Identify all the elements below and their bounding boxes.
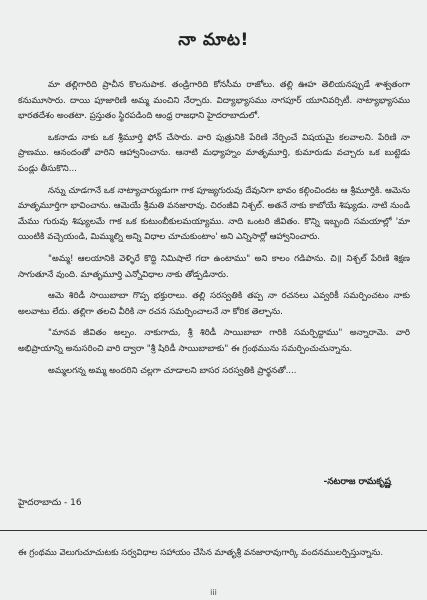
page-number: iii xyxy=(210,588,217,597)
preface-body xyxy=(18,78,410,385)
paragraph-4: "అమ్మ! ఆలయానికి వెళ్ళిరే కొద్ది నిమిషాలే గదా ఉంటాము" అని కాలం గడిపాను. చి॥ నిశ్చల్ పేరిణి శిక్షణ సాగుతూనే వుంది. మాతృమూర్తి ఎన్నోవిధాల నాకు తోడ్పడినారు. xyxy=(18,253,410,280)
paragraph-1: మా తల్లిగారిది ప్రాచీన కొలనుపాక. తండ్రిగారిది కోనసీమ రాజోలు. తల్లి ఊహ తెలియనప్పుడే శాశ్వతంగా కనుమూసారు. దాయి పూజారిణి అమ్మ మంచిని నేర్పారు. విద్యాభ్యాసము నాగపూర్ యూనివర్సిటీ. నాట్యాభ్యాసము భారతదేశం అంతటా. ప్రస్తుతం స్థిరపడింది ఆంధ్ర రాజధాని హైదరాబాదులో. xyxy=(18,80,410,122)
paragraph-2: ఒకనాడు నాకు ఒక శ్రీమూర్తి ఫోన్ చేసారు. వారి పుత్రునికి పేరిణి నేర్పించే విషయమై కలవాలని. పేరిణి నా ప్రాణము. ఆనందంతో వారిని ఆహ్వానించాను. ఆనాటి మధ్యాహ్నం మాతృమూర్తి, కుమారుడు వచ్చారు ఒక బుట్టెడు పండ్లు తీసుకొని... xyxy=(18,132,410,174)
page-title: నా మాట! xyxy=(178,30,249,50)
paragraph-7: అమ్మలగన్న అమ్మ అందరిని చల్లగా చూడాలని బాసర సరస్వతికి ప్రార్థనతో.... xyxy=(48,365,297,376)
author-signature: -నటరాజ రామకృష్ణ xyxy=(323,477,391,487)
paragraph-5: ఆమె శిరిడీ సాయిబాబా గొప్ప భక్తురాలు. తల్లి సరస్వతికి తప్ప నా రచనలు ఎవ్వరికీ సమర్పించటం నాకు అలవాటు లేదు. తల్లిగా తలచి వీరికి నా రచన సమర్పించాలనే నా కోరిక తెల్పాను. xyxy=(18,291,410,317)
place-line: హైదరాబాదు - 16 xyxy=(18,498,82,508)
paragraph-3: నన్ను చూడగానే ఒక నాట్యాచార్యుడుగా గాక పూజ్యగురువు దేవునిగా భావం కల్గించిందట ఆ శ్రీమూర్తికి. ఆమెను మాతృమూర్తిగా భావించాను. ఆమెయే శ్రీమతి వనజారావు. చిరంజీవి నిశ్చల్. అతనే నాకు కాబోయే శిష్యుడు. నాటి నుండి మేము గురువు శిష్యులమే గాక ఒక కుటుంబీకులమయ్యాము. నాది ఒంటరి జీవితం. కొన్ని ఇబ్బంది సమయాల్లో 'మా యింటికి వచ్చెయండి, మిమ్ముల్ని అన్ని విధాల చూచుకుంటాం' అని ఎన్నిసార్లో ఆహ్వానించారు. xyxy=(18,185,410,243)
footnote-divider xyxy=(0,530,427,531)
footnote: ఈ గ్రంథము వెలుగుచూచుటకు సర్వవిధాల సహాయం చేసిన మాతృశ్రీ వనజారావుగార్కి వందనములర్పిస్తున్నాను. xyxy=(18,548,384,558)
paragraph-6: "మానవ జీవితం అల్పం. నాకుగాదు, శ్రీ శిరిడీ సాయిబాబా గారికి సమర్పిద్దాము" అన్నారామె. వారి అభిప్రాయాన్ని అనుసరించి వారి ద్వారా "శ్రీ షిరిడీ సాయిబాబాకు" ఈ గ్రంథమును సమర్పించుచున్నాను. xyxy=(18,328,410,354)
